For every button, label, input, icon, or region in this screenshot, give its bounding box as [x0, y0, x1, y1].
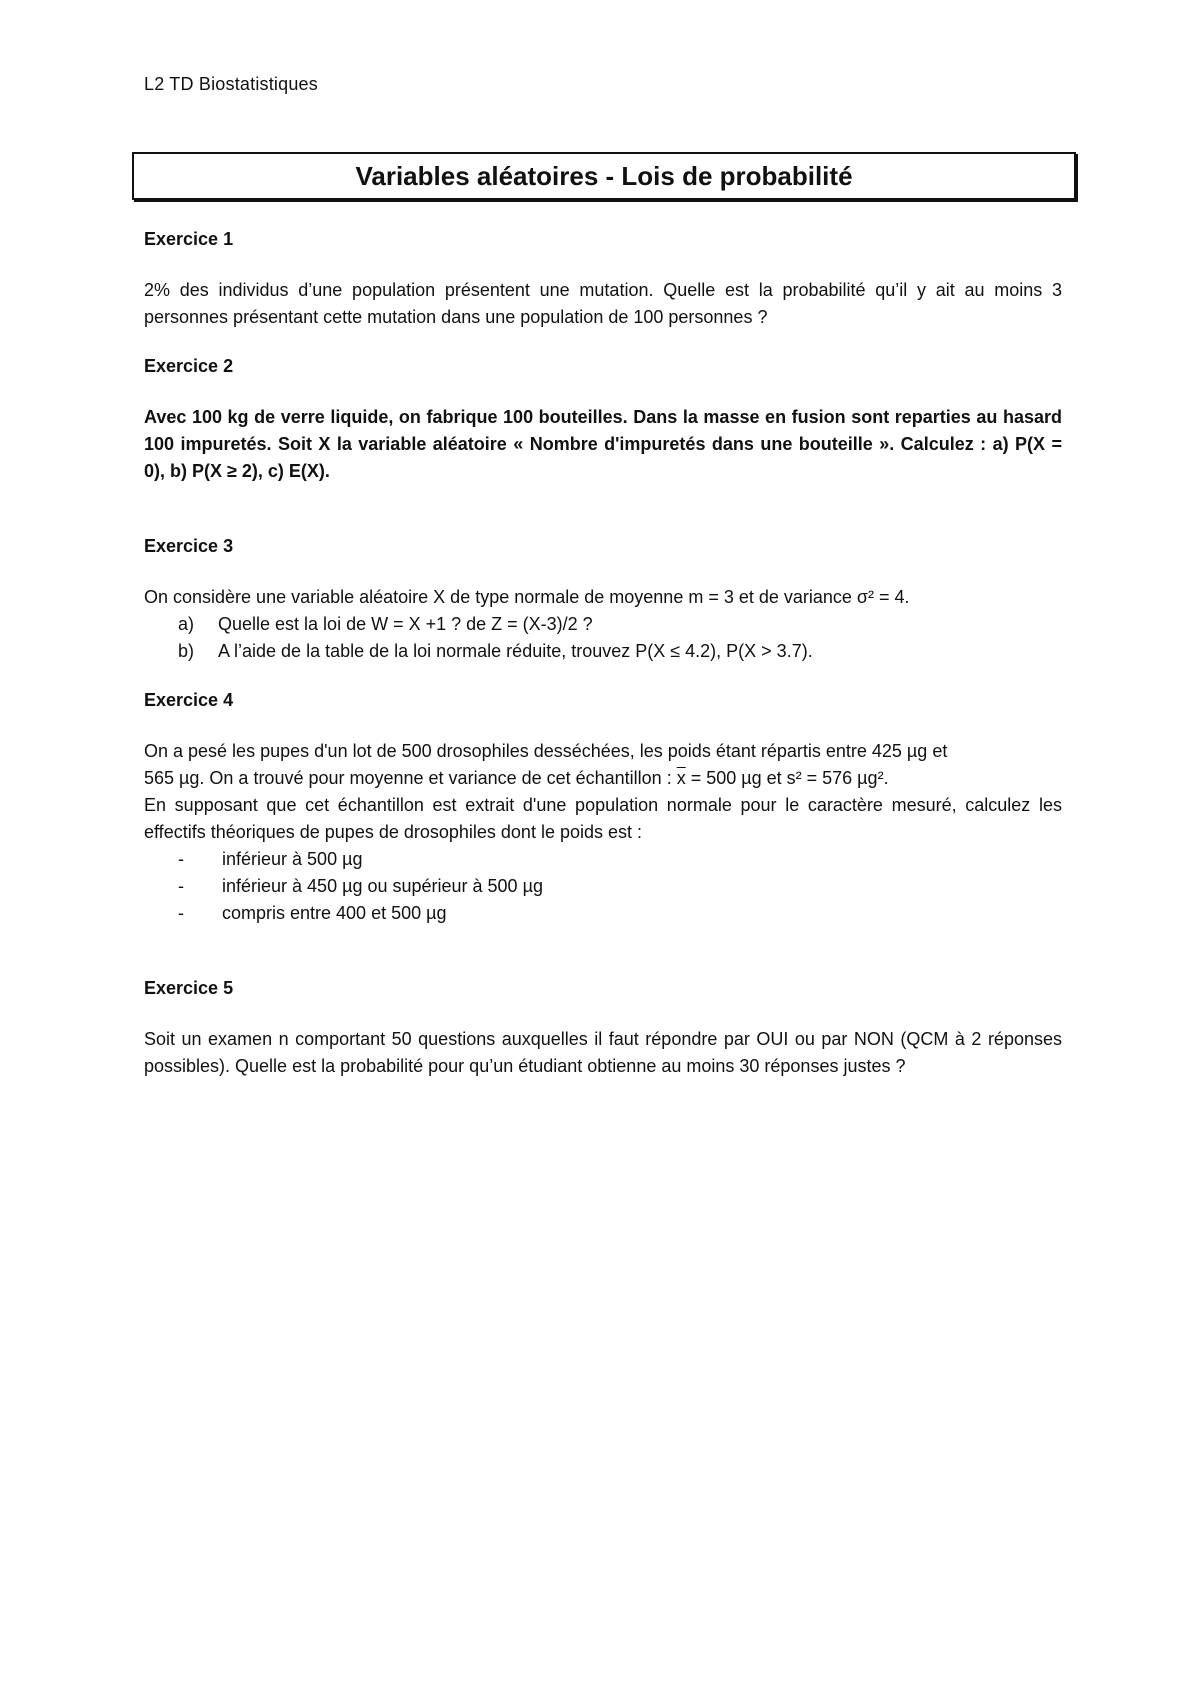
list-item — [144, 900, 1062, 927]
question-list — [144, 611, 1062, 665]
page-header: L2 TD Biostatistiques — [144, 74, 318, 94]
list-marker: b) — [178, 641, 195, 661]
exercise-title: Exercice 1 — [144, 229, 234, 249]
list-marker: - — [178, 876, 184, 896]
exercise-3 — [144, 533, 1062, 665]
exercise-text: 2% des individus d’une population présentent une mutation. Quelle est la probabilité qu’il y ait au moins 3 personnes présentant cette mutation dans une population de 100 personnes ? — [144, 280, 1062, 327]
question-list — [144, 846, 1062, 927]
mean-symbol: $\overline{x}$ — [676, 768, 686, 788]
exercise-line: En supposant que cet échantillon est extrait d'une population normale pour le caractère mesuré, calculez les effectifs théoriques de pupes de drosophiles dont le poids est : — [144, 795, 1062, 842]
exercise-line-part: = 500 µg et s² = 576 µg². — [685, 768, 889, 788]
exercise-line-part: 565 µg. On a trouvé pour moyenne et variance de cet échantillon : — [144, 768, 677, 788]
list-item — [144, 611, 1062, 638]
exercise-text: Soit un examen n comportant 50 questions auxquelles il faut répondre par OUI ou par NON (QCM à 2 réponses possibles). Quelle est la probabilité pour qu’un étudiant obtienne au moins 30 réponses justes ? — [144, 1029, 1062, 1076]
exercise-1 — [144, 226, 1062, 331]
exercise-title: Exercice 5 — [144, 978, 234, 998]
exercises-content — [144, 226, 1062, 1080]
list-marker: a) — [178, 614, 195, 634]
exercise-text: Avec 100 kg de verre liquide, on fabrique 100 bouteilles. Dans la masse en fusion sont reparties au hasard 100 impuretés. Soit X la variable aléatoire « Nombre d'impuretés dans une bouteille ». Calculez : a) P(X = 0), b) P(X ≥ 2), c) E(X). — [144, 407, 1062, 481]
list-item — [144, 846, 1062, 873]
exercise-intro: On considère une variable aléatoire X de type normale de moyenne m = 3 et de variance σ² = 4. — [144, 587, 910, 607]
list-item — [144, 638, 1062, 665]
list-item-text: inférieur à 450 µg ou supérieur à 500 µg — [222, 876, 543, 896]
exercise-title: Exercice 3 — [144, 536, 234, 556]
exercise-5 — [144, 975, 1062, 1080]
exercise-title: Exercice 2 — [144, 356, 234, 376]
list-item-text: compris entre 400 et 500 µg — [222, 903, 447, 923]
document-title: Variables aléatoires - Lois de probabilité — [132, 152, 1076, 200]
exercise-line — [144, 765, 1062, 792]
list-item-text: A l’aide de la table de la loi normale réduite, trouvez P(X ≤ 4.2), P(X > 3.7). — [218, 641, 813, 661]
list-item — [144, 873, 1062, 900]
list-marker: - — [178, 849, 184, 869]
exercise-title: Exercice 4 — [144, 690, 234, 710]
list-item-text: Quelle est la loi de W = X +1 ? de Z = (X-3)/2 ? — [218, 614, 593, 634]
exercise-4 — [144, 687, 1062, 927]
exercise-line: On a pesé les pupes d'un lot de 500 drosophiles desséchées, les poids étant répartis entre 425 µg et — [144, 741, 948, 761]
exercise-2 — [144, 353, 1062, 485]
list-item-text: inférieur à 500 µg — [222, 849, 363, 869]
list-marker: - — [178, 903, 184, 923]
